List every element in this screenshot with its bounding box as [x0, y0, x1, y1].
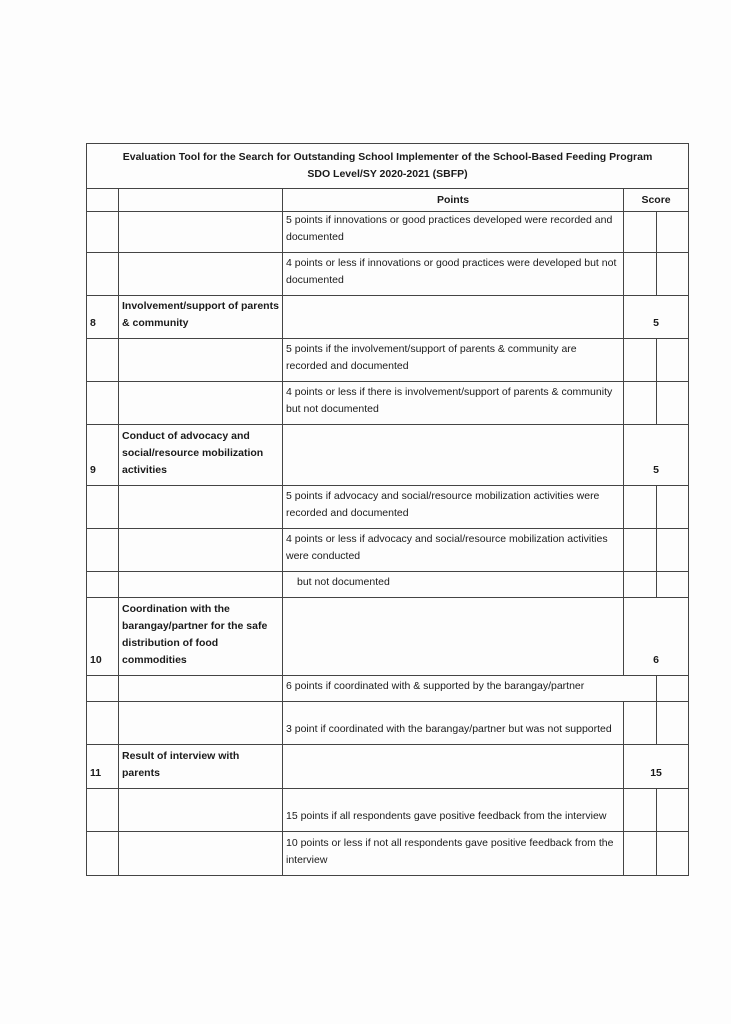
- row-points: [624, 253, 657, 296]
- row-description: 4 points or less if innovations or good practices were developed but not documented: [283, 253, 624, 296]
- header-score: Score: [624, 189, 689, 212]
- row-criterion: [119, 212, 283, 253]
- header-no: [87, 189, 119, 212]
- row-score: [657, 382, 689, 425]
- row-description: 6 points if coordinated with & supported by the barangay/partner: [283, 676, 657, 702]
- row-score: [657, 253, 689, 296]
- row-points: [624, 572, 657, 598]
- row-score: [657, 702, 689, 745]
- table-row: [87, 486, 689, 529]
- table-row: [87, 296, 689, 339]
- row-score: [657, 789, 689, 832]
- row-criterion: Coordination with the barangay/partner for the safe distribution of food commodities: [119, 598, 283, 676]
- row-number: [87, 253, 119, 296]
- row-number: [87, 529, 119, 572]
- table-row: [87, 253, 689, 296]
- row-description: 10 points or less if not all respondents gave positive feedback from the interview: [283, 832, 624, 876]
- table-row: [87, 676, 689, 702]
- row-number: 9: [87, 425, 119, 486]
- row-points: [624, 382, 657, 425]
- row-number: [87, 572, 119, 598]
- row-number: [87, 339, 119, 382]
- row-score: [657, 212, 689, 253]
- row-number: [87, 789, 119, 832]
- row-description: 15 points if all respondents gave positive feedback from the interview: [283, 789, 624, 832]
- table-row: [87, 572, 689, 598]
- row-description: [283, 425, 624, 486]
- row-criterion: Involvement/support of parents & community: [119, 296, 283, 339]
- table-row: [87, 382, 689, 425]
- row-score: [657, 832, 689, 876]
- header-points: Points: [283, 189, 624, 212]
- row-score: [657, 529, 689, 572]
- row-criterion: Result of interview with parents: [119, 745, 283, 789]
- row-description: 4 points or less if there is involvement/support of parents & community but not documented: [283, 382, 624, 425]
- table-row: [87, 339, 689, 382]
- title-line-2: SDO Level/SY 2020-2021 (SBFP): [307, 168, 468, 180]
- row-criterion: [119, 832, 283, 876]
- row-number: [87, 676, 119, 702]
- row-criterion: Conduct of advocacy and social/resource mobilization activities: [119, 425, 283, 486]
- row-description: 5 points if the involvement/support of parents & community are recorded and documented: [283, 339, 624, 382]
- row-description: [283, 598, 624, 676]
- row-points: 15: [624, 745, 689, 789]
- row-points: [624, 702, 657, 745]
- row-description: but not documented: [283, 572, 624, 598]
- row-criterion: [119, 676, 283, 702]
- header-criterion: [119, 189, 283, 212]
- row-score: [657, 572, 689, 598]
- table-row: [87, 832, 689, 876]
- row-number: [87, 486, 119, 529]
- row-points: [624, 832, 657, 876]
- row-points: 6: [624, 598, 689, 676]
- row-points: [624, 339, 657, 382]
- table-row: [87, 425, 689, 486]
- row-number: 8: [87, 296, 119, 339]
- title-line-1: Evaluation Tool for the Search for Outstanding School Implementer of the School-Based Feeding Program: [122, 151, 653, 163]
- row-criterion: [119, 572, 283, 598]
- row-criterion: [119, 789, 283, 832]
- row-description: 5 points if advocacy and social/resource mobilization activities were recorded and documented: [283, 486, 624, 529]
- row-score: [657, 339, 689, 382]
- row-points: [624, 212, 657, 253]
- row-description: 4 points or less if advocacy and social/resource mobilization activities were conducted: [283, 529, 624, 572]
- table-row: [87, 789, 689, 832]
- evaluation-table: [86, 143, 689, 876]
- title-row: [87, 144, 689, 189]
- row-points: [624, 529, 657, 572]
- row-number: 11: [87, 745, 119, 789]
- row-description: 5 points if innovations or good practices developed were recorded and documented: [283, 212, 624, 253]
- header-row: [87, 189, 689, 212]
- row-criterion: [119, 339, 283, 382]
- row-criterion: [119, 702, 283, 745]
- table-row: [87, 702, 689, 745]
- table-row: [87, 598, 689, 676]
- row-number: [87, 382, 119, 425]
- row-score: [657, 486, 689, 529]
- row-points: 5: [624, 296, 689, 339]
- table-row: [87, 745, 689, 789]
- table-row: [87, 529, 689, 572]
- row-description: [283, 745, 624, 789]
- row-number: 10: [87, 598, 119, 676]
- table-row: [87, 212, 689, 253]
- row-criterion: [119, 253, 283, 296]
- row-number: [87, 832, 119, 876]
- row-criterion: [119, 529, 283, 572]
- row-points: [624, 486, 657, 529]
- row-description: 3 point if coordinated with the barangay/partner but was not supported: [283, 702, 624, 745]
- row-points: [624, 789, 657, 832]
- row-number: [87, 702, 119, 745]
- row-points: 5: [624, 425, 689, 486]
- document-title: [87, 144, 689, 189]
- row-number: [87, 212, 119, 253]
- row-description: [283, 296, 624, 339]
- row-criterion: [119, 486, 283, 529]
- row-criterion: [119, 382, 283, 425]
- row-score: [657, 676, 689, 702]
